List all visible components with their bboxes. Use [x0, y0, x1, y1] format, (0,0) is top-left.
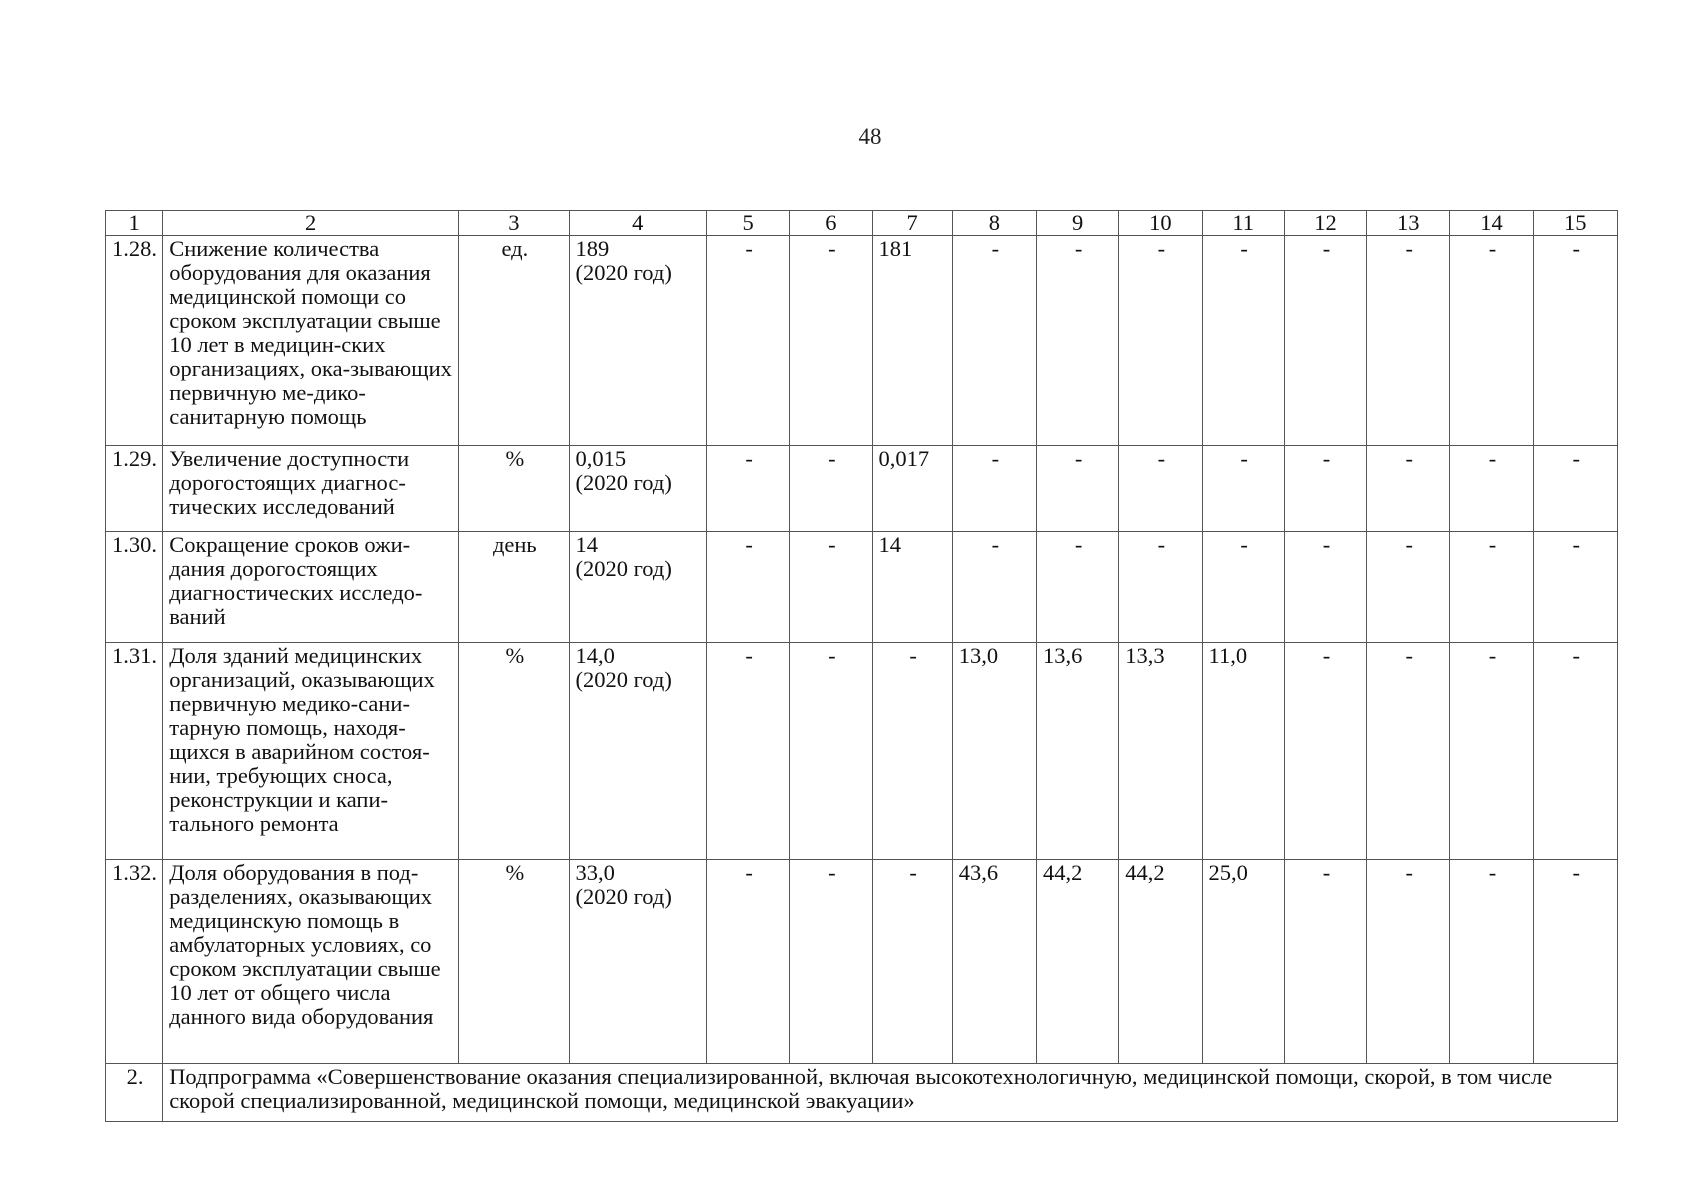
value-cell: - [1037, 446, 1119, 532]
value-cell: 25,0 [1202, 860, 1284, 1064]
indicator-name: Доля оборудования в под-разделениях, оказывающих медицинскую помощь в амбулаторных условиях, со сроком эксплуатации свыше 10 лет от общего числа данного вида оборудования [163, 860, 459, 1064]
base-value-cell [569, 532, 706, 643]
indicator-name: Увеличение доступности дорогостоящих диагнос-тических исследований [163, 446, 459, 532]
base-value-cell [569, 446, 706, 532]
row-number: 1.31. [106, 643, 163, 860]
column-number: 15 [1533, 211, 1617, 236]
base-value-cell [569, 643, 706, 860]
base-year: (2020 год) [575, 884, 672, 909]
value-cell: - [790, 643, 872, 860]
column-number: 10 [1119, 211, 1202, 236]
value-cell: - [1284, 643, 1366, 860]
table-row [106, 643, 1618, 860]
value-cell: - [1533, 236, 1617, 446]
base-value: 189 [575, 236, 610, 261]
section-title: Подпрограмма «Совершенствование оказания специализированной, включая высокотехнологичную, медицинской помощи, скорой, в том числе скорой специализированной, медицинской помощи, медицинской эвакуации» [163, 1064, 1618, 1122]
value-cell: - [872, 643, 952, 860]
value-cell: - [790, 532, 872, 643]
indicator-name: Сокращение сроков ожи-дания дорогостоящих диагностических исследо-ваний [163, 532, 459, 643]
value-cell: - [1367, 532, 1450, 643]
base-value: 14,0 [575, 643, 615, 668]
unit-cell: ед. [459, 236, 569, 446]
value-cell: - [1450, 860, 1533, 1064]
value-cell: - [872, 860, 952, 1064]
value-cell: - [1450, 236, 1533, 446]
value-cell: - [1119, 532, 1202, 643]
table-row [106, 446, 1618, 532]
value-cell: - [790, 860, 872, 1064]
value-cell: - [1284, 236, 1366, 446]
column-number-row [106, 211, 1618, 236]
row-number: 1.30. [106, 532, 163, 643]
value-cell: - [1533, 643, 1617, 860]
value-cell: - [1533, 532, 1617, 643]
column-number: 4 [569, 211, 706, 236]
value-cell: - [1037, 236, 1119, 446]
value-cell: - [952, 532, 1036, 643]
value-cell: - [1367, 643, 1450, 860]
unit-cell: % [459, 860, 569, 1064]
unit-cell: % [459, 446, 569, 532]
value-cell: - [1533, 446, 1617, 532]
value-cell: 181 [872, 236, 952, 446]
indicators-table [105, 210, 1618, 1122]
value-cell: 13,6 [1037, 643, 1119, 860]
base-value-cell [569, 236, 706, 446]
row-number: 1.29. [106, 446, 163, 532]
column-number: 2 [163, 211, 459, 236]
value-cell: - [1450, 532, 1533, 643]
base-value-cell [569, 860, 706, 1064]
base-value: 0,015 [575, 446, 627, 471]
value-cell: - [706, 446, 789, 532]
column-number: 1 [106, 211, 163, 236]
value-cell: - [706, 236, 789, 446]
value-cell: 13,0 [952, 643, 1036, 860]
value-cell: - [790, 446, 872, 532]
value-cell: 14 [872, 532, 952, 643]
value-cell: - [790, 236, 872, 446]
value-cell: 44,2 [1119, 860, 1202, 1064]
value-cell: - [1284, 860, 1366, 1064]
value-cell: - [1450, 643, 1533, 860]
value-cell: 11,0 [1202, 643, 1284, 860]
base-value: 33,0 [575, 860, 615, 885]
value-cell: - [1450, 446, 1533, 532]
value-cell: - [1367, 860, 1450, 1064]
column-number: 12 [1284, 211, 1366, 236]
value-cell: - [706, 860, 789, 1064]
row-number: 1.28. [106, 236, 163, 446]
base-value: 14 [575, 532, 599, 557]
indicator-name: Снижение количества оборудования для оказания медицинской помощи со сроком эксплуатации свыше 10 лет в медицин-ских организациях, ока-зывающих первичную ме-дико-санитарную помощь [163, 236, 459, 446]
value-cell: - [1202, 236, 1284, 446]
section-number: 2. [106, 1064, 163, 1122]
value-cell: - [1284, 532, 1366, 643]
row-number: 1.32. [106, 860, 163, 1064]
value-cell: - [1119, 446, 1202, 532]
base-year: (2020 год) [575, 556, 672, 581]
column-number: 7 [872, 211, 952, 236]
value-cell: - [1284, 446, 1366, 532]
value-cell: - [706, 643, 789, 860]
value-cell: - [952, 236, 1036, 446]
indicator-name: Доля зданий медицинских организаций, оказывающих первичную медико-сани-тарную помощь, находя-щихся в аварийном состоя-нии, требующих сноса, реконструкции и капи-тального ремонта [163, 643, 459, 860]
value-cell: - [1367, 446, 1450, 532]
column-number: 6 [790, 211, 872, 236]
table-row [106, 860, 1618, 1064]
column-number: 14 [1450, 211, 1533, 236]
base-year: (2020 год) [575, 667, 672, 692]
base-year: (2020 год) [575, 260, 672, 285]
section-row [106, 1064, 1618, 1122]
base-year: (2020 год) [575, 470, 672, 495]
value-cell: 0,017 [872, 446, 952, 532]
table-row [106, 532, 1618, 643]
value-cell: - [952, 446, 1036, 532]
table-row [106, 236, 1618, 446]
unit-cell: % [459, 643, 569, 860]
value-cell: - [1037, 532, 1119, 643]
value-cell: - [706, 532, 789, 643]
page-number: 48 [858, 124, 882, 149]
column-number: 9 [1037, 211, 1119, 236]
value-cell: - [1202, 446, 1284, 532]
column-number: 8 [952, 211, 1036, 236]
value-cell: - [1367, 236, 1450, 446]
column-number: 11 [1202, 211, 1284, 236]
value-cell: 43,6 [952, 860, 1036, 1064]
value-cell: - [1119, 236, 1202, 446]
value-cell: 44,2 [1037, 860, 1119, 1064]
value-cell: - [1533, 860, 1617, 1064]
value-cell: 13,3 [1119, 643, 1202, 860]
column-number: 13 [1367, 211, 1450, 236]
unit-cell: день [459, 532, 569, 643]
value-cell: - [1202, 532, 1284, 643]
column-number: 5 [706, 211, 789, 236]
column-number: 3 [459, 211, 569, 236]
